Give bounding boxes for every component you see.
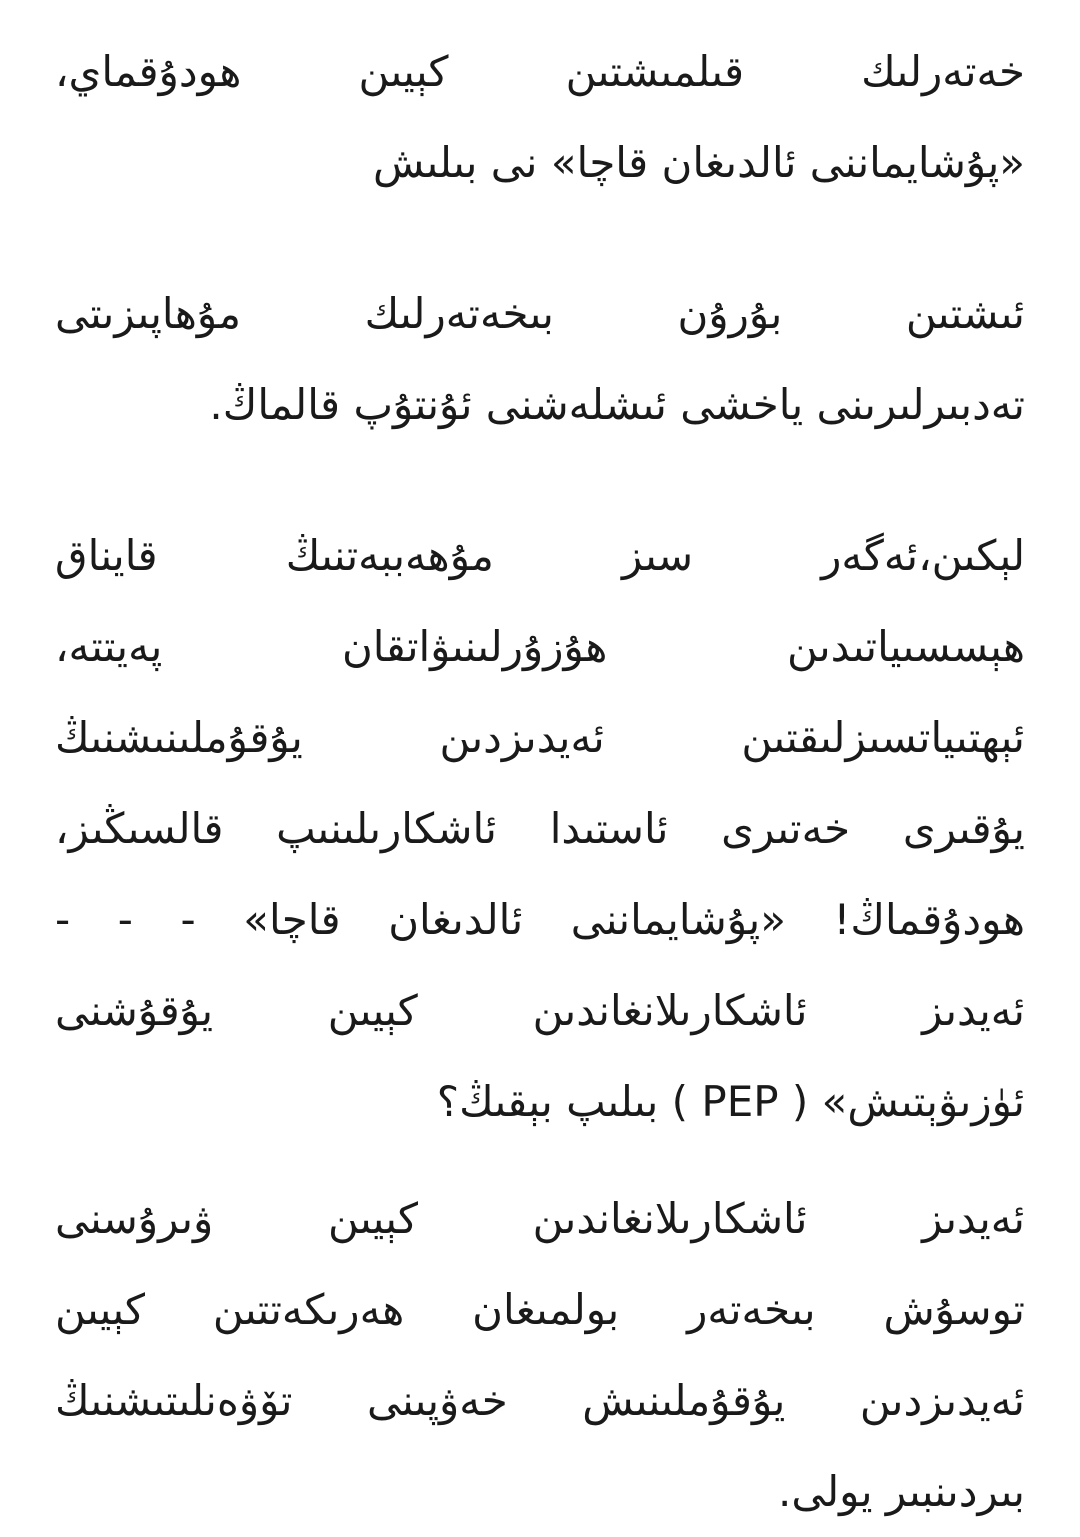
text-line: تەدبىرلىرىنى ياخشى ئىشلەشنى ئۇنتۇپ قالماڭ. bbox=[209, 380, 1025, 429]
text-line: ئەيدىز ئاشكارىلانغاندىن كېيىن يۇقۇشنى bbox=[55, 986, 1025, 1035]
text-line: ئىشتىن بۇرۇن بىخەتەرلىك مۇھاپىزىتى bbox=[55, 289, 1025, 338]
text-line: توسۇش بىخەتەر بولمىغان ھەرىكەتتىن كېيىن bbox=[55, 1285, 1025, 1334]
text-line: لېكىن،ئەگەر سىز مۇھەببەتنىڭ قايناق bbox=[55, 531, 1025, 580]
paragraph-1 bbox=[55, 26, 1025, 208]
paragraph-2 bbox=[55, 268, 1025, 450]
text-line: ھېسسىياتىدىن ھۇزۇرلىنىۋاتقان پەيتتە، bbox=[55, 622, 1025, 671]
text-line: ئۈزىۋېتىش» ( PEP ) بىلىپ بېقىڭ؟ bbox=[436, 1077, 1025, 1126]
text-line: ئەيدىز ئاشكارىلانغاندىن كېيىن ۋىرۇسنى bbox=[55, 1194, 1025, 1243]
text-line: بىردىنبىر يولى. bbox=[777, 1467, 1025, 1516]
paragraph-3 bbox=[55, 510, 1025, 1147]
text-line: «پۇشايماننى ئالدىغان قاچا» نى بىلىش bbox=[372, 138, 1025, 187]
paragraph-4 bbox=[55, 1173, 1025, 1537]
text-line: يۇقىرى خەتىرى ئاستىدا ئاشكارىلىنىپ قالسىڭىز، bbox=[55, 804, 1025, 853]
text-line: ئېھتىياتسىزلىقتىن ئەيدىزدىن يۇقۇملىنىشنىڭ bbox=[55, 713, 1025, 762]
text-line: خەتەرلىك قىلمىشتىن كېيىن ھودۇقماي، bbox=[55, 47, 1025, 96]
text-line: ئەيدىزدىن يۇقۇملىنىش خەۋپىنى تۆۋەنلىتىشنىڭ bbox=[55, 1376, 1025, 1425]
text-line: ھودۇقماڭ! «پۇشايماننى ئالدىغان قاچا» - - - bbox=[55, 895, 1025, 944]
